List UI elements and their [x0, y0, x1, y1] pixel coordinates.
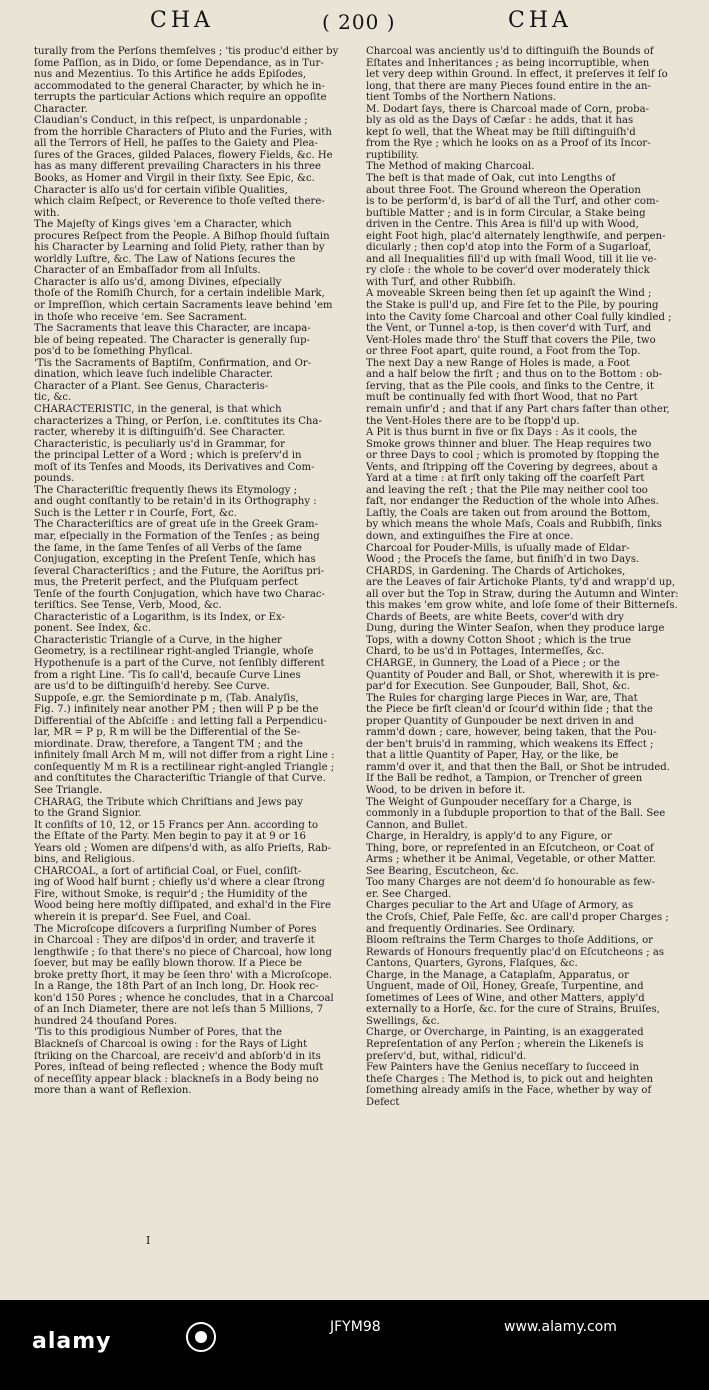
- text-line: commonly in a ſubduple proportion to that of the Ball. See: [366, 808, 666, 820]
- text-line: Character.: [34, 103, 88, 115]
- text-line: or three Foot apart, quite round, a Foot from the Top.: [366, 346, 641, 358]
- text-line: terrupts the particular Actions which require an oppoſite: [34, 92, 327, 104]
- text-line: ruptibility.: [366, 149, 419, 161]
- text-line: mar, eſpecially in the Formation of the Tenſes ; as being: [34, 530, 320, 542]
- text-line: 'Tis to this prodigious Number of Pores, that the: [34, 1027, 282, 1039]
- watermark-seal-icon: [186, 1322, 216, 1352]
- text-line: characterizes a Thing, or Perſon, i.e. conſtitutes its Cha-: [34, 415, 322, 427]
- text-line: CHARCOAL, a ſort of artificial Coal, or Fuel, conſiſt-: [34, 865, 302, 877]
- text-line: are us'd to be diſtinguiſh'd hereby. See Curve.: [34, 681, 270, 693]
- text-line: ſeveral Characteriſtics ; and the Future, the Aoriſtus pri-: [34, 565, 325, 577]
- text-line: Charges peculiar to the Art and Uſage of Armory, as: [366, 900, 634, 912]
- text-line: Characteristic of a Logarithm, is its Index, or Ex-: [34, 611, 285, 623]
- text-line: ble of being repeated. The Character is generally ſup-: [34, 334, 310, 346]
- text-line: ſometimes of Lees of Wine, and other Matters, apply'd: [366, 992, 645, 1004]
- text-line: The Microſcope diſcovers a ſurpriſing Number of Pores: [34, 923, 317, 935]
- text-line: Charge, in the Manage, a Cataplaſm, Apparatus, or: [366, 969, 629, 981]
- text-line: ſomething already amiſs in the Face, whether by way of: [366, 1085, 652, 1097]
- text-line: bly as old as the Days of Cæſar : he adds, that it has: [366, 115, 634, 127]
- text-line: driven in the Centre. This Area is fill'd up with Wood,: [366, 219, 639, 231]
- text-line: Hypothenuſe is a part of the Curve, not ſenſibly different: [34, 657, 325, 669]
- text-line: ſures of the Graces, gilded Palaces, flowery Fields, &c. He: [34, 149, 333, 161]
- text-line: of an Inch Diameter, there are not leſs than 5 Millions, 7: [34, 1004, 324, 1016]
- text-line: Books, as Homer and Virgil in their ſixty. See Epic, &c.: [34, 173, 315, 185]
- signature-mark: I: [146, 1234, 151, 1247]
- text-line: the Stake is pull'd up, and Fire ſet to the Pile, by pouring: [366, 300, 659, 312]
- text-line: CHARACTERISTIC, in the general, is that which: [34, 403, 282, 415]
- text-line: from a right Line. 'Tis ſo call'd, becauſe Curve Lines: [34, 669, 301, 681]
- text-line: worldly Luſtre, &c. The Law of Nations ſecures the: [34, 253, 296, 265]
- text-line: broke pretty ſhort, it may be ſeen thro' with a Microſcope.: [34, 969, 333, 981]
- text-line: ſerving, that as the Pile cools, and ſinks to the Centre, it: [366, 380, 654, 392]
- text-line: dicularly ; then cop'd atop into the Form of a Sugarloaf,: [366, 242, 652, 254]
- text-line: Wood ; the Proceſs the ſame, but finiſh'd in two Days.: [366, 554, 640, 566]
- text-line: kept ſo well, that the Wheat may be ſtill diſtinguiſh'd: [366, 126, 636, 138]
- text-line: Character is alſo us'd for certain viſible Qualities,: [34, 184, 288, 196]
- text-line: which claim Reſpect, or Reverence to thoſe veſted there-: [34, 196, 325, 208]
- text-line: Chards of Beets, are white Beets, cover'd with dry: [366, 611, 624, 623]
- watermark-logo: alamy: [32, 1329, 112, 1354]
- text-line: tient Tombs of the Northern Nations.: [366, 92, 557, 104]
- text-line: Character of a Plant. See Genus, Characteris-: [34, 380, 269, 392]
- text-line: The Method of making Charcoal.: [366, 161, 535, 173]
- text-line: Claudian's Conduct, in this reſpect, is unpardonable ;: [34, 115, 308, 127]
- text-line: ing of Wood half burnt ; chiefly us'd where a clear ſtrong: [34, 877, 325, 889]
- text-line: in Charcoal : They are diſpos'd in order, and traverſe it: [34, 935, 315, 947]
- text-line: ſoever, but may be eaſily blown thorow. If a Piece be: [34, 958, 302, 970]
- text-line: the Vent-Holes there are to be ſtopp'd up.: [366, 415, 580, 427]
- text-line: ramm'd down ; care, however, being taken, that the Pou-: [366, 727, 657, 739]
- text-line: conſequently M m R is a rectilinear right-angled Triangle ;: [34, 761, 335, 773]
- text-line: It conſiſts of 10, 12, or 15 Francs per Ann. according to: [34, 819, 319, 831]
- text-line: Laſtly, the Coals are taken out from around the Bottom,: [366, 507, 651, 519]
- text-line: M. Dodart ſays, there is Charcoal made of Corn, proba-: [366, 103, 649, 115]
- text-line: Charcoal was anciently us'd to diſtinguiſh the Bounds of: [366, 46, 654, 57]
- text-line: muſt be continually fed with ſhort Wood, that no Part: [366, 392, 638, 404]
- text-line: buſtible Matter ; and is in form Circular, a Stake being: [366, 207, 646, 219]
- text-line: Vents, and ſtripping off the Covering by degrees, about a: [366, 461, 658, 473]
- text-line: turally from the Perſons themſelves ; 'tis produc'd either by: [34, 46, 339, 57]
- text-line: The next Day a new Range of Holes is made, a Foot: [366, 357, 630, 369]
- text-line: Few Painters have the Genius neceſſary to ſucceed in: [366, 1062, 639, 1074]
- text-line: pounds.: [34, 473, 75, 485]
- left-column: [34, 46, 354, 1097]
- text-line: Wood being here moſtly diſſipated, and exhal'd in the Fire: [34, 900, 331, 912]
- text-line: wherein it is prepar'd. See Fuel, and Coal.: [34, 912, 251, 924]
- watermark-bar: [0, 1300, 709, 1390]
- text-line: down, and extinguiſhes the Fire at once.: [366, 530, 574, 542]
- text-line: and ought conſtantly to be retain'd in its Orthography :: [34, 496, 317, 508]
- text-line: the Eſtate of the Party. Men begin to pay it at 9 or 16: [34, 831, 306, 843]
- text-line: or Impreſſion, which certain Sacraments leave behind 'em: [34, 300, 333, 312]
- text-line: Charge, or Overcharge, in Painting, is an exaggerated: [366, 1027, 644, 1039]
- text-line: and all Inequalities fill'd up with ſmall Wood, till it lie ve-: [366, 253, 657, 265]
- text-line: In a Range, the 18th Part of an Inch long, Dr. Hook rec-: [34, 981, 319, 993]
- text-line: eight Foot high, plac'd alternately lengthwiſe, and perpen-: [366, 230, 666, 242]
- text-line: Blackneſs of Charcoal is owing : for the Rays of Light: [34, 1039, 308, 1051]
- text-line: Cantons, Quarters, Gyrons, Flaſques, &c.: [366, 958, 578, 970]
- text-line: his Character by Learning and ſolid Piety, rather than by: [34, 242, 325, 254]
- text-line: this makes 'em grow white, and loſe ſome of their Bitterneſs.: [366, 600, 678, 612]
- text-line: moſt of its Tenſes and Moods, its Derivatives and Com-: [34, 461, 315, 473]
- text-line: procures Reſpect from the People. A Biſhop ſhould ſuſtain: [34, 230, 330, 242]
- text-line: that a little Quantity of Paper, Hay, or the like, be: [366, 750, 619, 762]
- text-line: CHARDS, in Gardening. The Chards of Artichokes,: [366, 565, 626, 577]
- text-line: the principal Letter of a Word ; which is preſerv'd in: [34, 450, 302, 462]
- text-line: Tenſe of the fourth Conjugation, which have two Charac-: [34, 588, 325, 600]
- text-line: dination, which leave ſuch indelible Character.: [34, 369, 274, 381]
- text-line: The beſt is that made of Oak, cut into Lengths of: [366, 173, 616, 185]
- text-line: Unguent, made of Oil, Honey, Greaſe, Turpentine, and: [366, 981, 644, 993]
- text-line: Suppoſe, e.gr. the Semiordinate p m, (Tab. Analyſis,: [34, 692, 299, 704]
- text-line: is to be perform'd, is bar'd of all the Turf, and other com-: [366, 196, 659, 208]
- text-line: 'Tis the Sacraments of Baptiſm, Confirmation, and Or-: [34, 357, 312, 369]
- text-line: ponent. See Index, &c.: [34, 623, 151, 635]
- text-line: Years old ; Women are diſpens'd with, as alſo Prieſts, Rab-: [34, 842, 332, 854]
- text-line: Defect: [366, 1096, 400, 1108]
- text-line: Dung, during the Winter Seaſon, when they produce large: [366, 623, 665, 635]
- text-line: by which means the whole Maſs, Coals and Rubbiſh, ſinks: [366, 519, 662, 531]
- text-line: all the Terrors of Hell, he paſſes to the Gaiety and Plea-: [34, 138, 318, 150]
- text-line: long, that there are many Pieces found entire in the an-: [366, 80, 651, 92]
- watermark-image-id: JFYM98: [330, 1319, 381, 1335]
- text-line: A Pit is thus burnt in five or ſix Days : As it cools, the: [366, 427, 638, 439]
- text-line: Rewards of Honours frequently plac'd on Eſcutcheons ; as: [366, 946, 665, 958]
- text-line: bins, and Religious.: [34, 854, 135, 866]
- text-line: par'd for Execution. See Gunpouder, Ball, Shot, &c.: [366, 681, 630, 693]
- text-line: If the Ball be redhot, a Tampion, or Trencher of green: [366, 773, 643, 785]
- text-line: and frequently Ordinaries. See Ordinary.: [366, 923, 576, 935]
- text-line: Character is alſo us'd, among Divines, eſpecially: [34, 276, 282, 288]
- text-line: hundred 24 thouſand Pores.: [34, 1015, 178, 1027]
- text-line: racter, whereby it is diſtinguiſh'd. See Character.: [34, 427, 286, 439]
- text-line: the Vent, or Tunnel a-top, is then cover'd with Turf, and: [366, 323, 652, 335]
- text-line: externally to a Horſe, &c. for the cure of Strains, Bruiſes,: [366, 1004, 660, 1016]
- text-line: all over but the Top in Straw, during the Autumn and Winter:: [366, 588, 679, 600]
- text-line: ſome Paſſion, as in Dido, or ſome Dependance, as in Tur-: [34, 57, 324, 69]
- text-line: CHARGE, in Gunnery, the Load of a Piece ; or the: [366, 657, 620, 669]
- text-line: proper Quantity of Gunpouder be next driven in and: [366, 715, 634, 727]
- text-line: The Characteriſtic frequently ſhews its Etymology ;: [34, 484, 298, 496]
- text-line: lar, MR = P p, R m will be the Differential of the Se-: [34, 727, 301, 739]
- text-line: der ben't bruis'd in ramming, which weakens its Effect ;: [366, 738, 654, 750]
- text-line: lengthwiſe ; ſo that there's no piece of Charcoal, how long: [34, 946, 332, 958]
- text-line: of neceſſity appear black : blackneſs in a Body being no: [34, 1073, 319, 1085]
- text-line: Bloom reſtrains the Term Charges to thoſe Additions, or: [366, 935, 653, 947]
- text-line: Cannon, and Bullet.: [366, 819, 468, 831]
- text-line: to the Grand Signior.: [34, 808, 142, 820]
- text-line: let very deep within Ground. In effect, it preſerves it ſelf ſo: [366, 69, 668, 81]
- text-line: Geometry, is a rectilinear right-angled Triangle, whoſe: [34, 646, 314, 658]
- text-line: Chard, to be us'd in Pottages, Intermeſſes, &c.: [366, 646, 605, 658]
- text-line: The Characteriſtics are of great uſe in the Greek Gram-: [34, 519, 319, 531]
- text-line: about three Foot. The Ground whereon the Operation: [366, 184, 641, 196]
- text-line: Conjugation, excepting in the Preſent Tenſe, which has: [34, 554, 316, 566]
- text-line: See Bearing, Escutcheon, &c.: [366, 865, 519, 877]
- text-line: and a half below the firſt ; and thus on to the Bottom : ob-: [366, 369, 663, 381]
- text-line: pos'd to be ſomething Phyſical.: [34, 346, 193, 358]
- text-line: teriſtics. See Tense, Verb, Mood, &c.: [34, 600, 222, 612]
- text-line: Characteristic, is peculiarly us'd in Grammar, for: [34, 438, 285, 450]
- text-line: and leaving the reſt ; that the Pile may neither cool too: [366, 484, 648, 496]
- text-line: CHARAG, the Tribute which Chriſtians and Jews pay: [34, 796, 303, 808]
- running-header: [0, 8, 709, 42]
- text-line: faſt, nor endanger the Reduction of the whole into Aſhes.: [366, 496, 659, 508]
- text-line: into the Cavity ſome Charcoal and other Coal fully kindled ;: [366, 311, 672, 323]
- text-line: Too many Charges are not deem'd ſo honourable as few-: [366, 877, 656, 889]
- text-line: are the Leaves of fair Artichoke Plants, ty'd and wrapp'd up,: [366, 577, 676, 589]
- text-line: ry cloſe : the whole to be cover'd over moderately thick: [366, 265, 650, 277]
- text-line: Characteristic Triangle of a Curve, in the higher: [34, 634, 282, 646]
- text-line: the ſame, in the ſame Tenſes of all Verbs of the ſame: [34, 542, 302, 554]
- text-line: Charge, in Heraldry, is apply'd to any Figure, or: [366, 831, 612, 843]
- text-line: The Weight of Gunpouder neceſſary for a Charge, is: [366, 796, 632, 808]
- text-line: in thoſe who receive 'em. See Sacrament.: [34, 311, 247, 323]
- text-line: Repreſentation of any Perſon ; wherein the Likeneſs is: [366, 1039, 644, 1051]
- text-line: Character of an Embaſſador from all Inſults.: [34, 265, 261, 277]
- text-line: Thing, bore, or repreſented in an Eſcutcheon, or Coat of: [366, 842, 654, 854]
- text-line: nus and Mezentius. To this Artifice he adds Epiſodes,: [34, 69, 307, 81]
- text-line: Fire, without Smoke, is requir'd ; the Humidity of the: [34, 888, 308, 900]
- page-number: ( 200 ): [322, 10, 396, 34]
- text-line: Yard at a time : at firſt only taking off the coarſeſt Part: [366, 473, 645, 485]
- text-line: or three Days to cool ; which is promoted by ſtopping the: [366, 450, 660, 462]
- text-line: infinitely ſmall Arch M m, will not differ from a right Line :: [34, 750, 335, 762]
- text-line: thoſe of the Romiſh Church, for a certain indelible Mark,: [34, 288, 325, 300]
- text-line: er. See Charged.: [366, 888, 452, 900]
- text-line: The Rules for charging large Pieces in War, are, That: [366, 692, 638, 704]
- text-line: has as many different prevailing Characters in his three: [34, 161, 321, 173]
- text-line: Swellings, &c.: [366, 1015, 440, 1027]
- text-line: and conſtitutes the Characteriſtic Triangle of that Curve.: [34, 773, 326, 785]
- text-line: theſe Charges : The Method is, to pick out and heighten: [366, 1073, 654, 1085]
- text-line: Such is the Letter r in Courſe, Fort, &c.: [34, 507, 237, 519]
- text-line: Pores, inſtead of being reflected ; whence the Body muſt: [34, 1062, 324, 1074]
- text-line: ſtriking on the Charcoal, are receiv'd and abſorb'd in its: [34, 1050, 321, 1062]
- text-line: kon'd 150 Pores ; whence he concludes, that in a Charcoal: [34, 992, 334, 1004]
- text-line: Vent-Holes made thro' the Stuff that covers the Pile, two: [366, 334, 656, 346]
- text-line: mus, the Preterit perfect, and the Pluſquam perfect: [34, 577, 299, 589]
- text-line: with Turf, and other Rubbiſh.: [366, 276, 517, 288]
- text-line: Smoke grows thinner and bluer. The Heap requires two: [366, 438, 652, 450]
- text-line: The Majeſty of Kings gives 'em a Character, which: [34, 219, 292, 231]
- text-line: miordinate. Draw, therefore, a Tangent TM ; and the: [34, 738, 304, 750]
- watermark-url: www.alamy.com: [504, 1319, 617, 1335]
- text-line: accommodated to the general Character, by which he in-: [34, 80, 325, 92]
- text-line: Quantity of Pouder and Ball, or Shot, wherewith it is pre-: [366, 669, 659, 681]
- text-line: Wood, to be driven in before it.: [366, 785, 526, 796]
- header-right: CHA: [508, 8, 572, 33]
- text-line: more than a want of Reflexion.: [34, 1085, 192, 1097]
- text-line: preſerv'd, but, withal, ridicul'd.: [366, 1050, 527, 1062]
- text-line: from the Rye ; which he looks on as a Proof of its Incor-: [366, 138, 651, 150]
- text-line: the Croſs, Chief, Pale Feſſe, &c. are call'd proper Charges ;: [366, 912, 669, 924]
- text-line: with.: [34, 207, 60, 219]
- text-line: the Piece be firſt clean'd or ſcour'd within ſide ; that the: [366, 704, 653, 716]
- header-left: CHA: [150, 8, 214, 33]
- text-line: The Sacraments that leave this Character, are incapa-: [34, 323, 311, 335]
- text-line: Fig. 7.) infinitely near another PM ; then will P p be the: [34, 704, 319, 716]
- text-line: from the horrible Characters of Pluto and the Furies, with: [34, 126, 332, 138]
- text-line: tic, &c.: [34, 392, 72, 404]
- text-line: remain unfir'd ; and that if any Part chars faſter than other,: [366, 403, 670, 415]
- text-line: A moveable Skreen being then ſet up againſt the Wind ;: [366, 288, 652, 300]
- right-column: [366, 46, 686, 1108]
- text-line: Differential of the Abſciſſe : and letting fall a Perpendicu-: [34, 715, 327, 727]
- text-line: Arms ; whether it be Animal, Vegetable, or other Matter.: [366, 854, 656, 866]
- text-line: Charcoal for Pouder-Mills, is uſually made of Eldar-: [366, 542, 630, 554]
- text-line: Eſtates and Inheritances ; as being incorruptible, when: [366, 57, 650, 69]
- text-line: See Triangle.: [34, 785, 103, 796]
- text-line: Tops, with a downy Cotton Shoot ; which is the true: [366, 634, 632, 646]
- text-line: ramm'd over it, and that then the Ball, or Shot be intruded.: [366, 761, 670, 773]
